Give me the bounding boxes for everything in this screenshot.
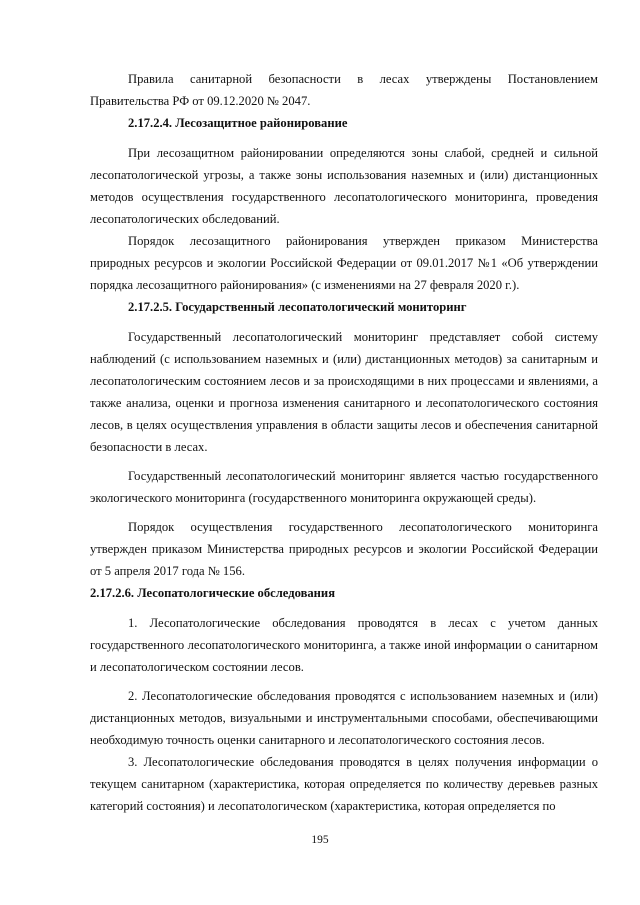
document-body (90, 68, 598, 817)
paragraph: Порядок осуществления государственного лесопатологического мониторинга утвержден приказом Министерства природных ресурсов и экологии Российской Федерации от 5 апреля 2017 года № 156. (90, 520, 598, 578)
paragraph: Порядок лесозащитного районирования утвержден приказом Министерства природных ресурсов и экологии Российской Федерации от 09.01.2017 №1 «Об утверждении порядка лесозащитного районирования» (с изменениями на 27 февраля 2020 г.). (90, 234, 598, 292)
section-heading: 2.17.2.4. Лесозащитное районирование (128, 116, 348, 130)
paragraph: Государственный лесопатологический мониторинг представляет собой систему наблюдений (с использованием наземных и (или) дистанционных методов) за санитарным и лесопатологическим состоянием лесов и за происходящими в них процессами и явлениями, а также анализа, оценки и прогноза изменения санитарного и лесопатологического состояния лесов, в целях осуществления управления в области защиты лесов и обеспечения санитарной безопасности в лесах. (90, 330, 598, 454)
paragraph: При лесозащитном районировании определяются зоны слабой, средней и сильной лесопатологической угрозы, а также зоны использования наземных и (или) дистанционных методов осуществления государственного лесопатологического мониторинга, проведения лесопатологических обследований. (90, 146, 598, 226)
paragraph: 1. Лесопатологические обследования проводятся в лесах с учетом данных государственного лесопатологического мониторинга, а также иной информации о санитарном и лесопатологическом состоянии лесов. (90, 616, 598, 674)
page-number: 195 (311, 834, 329, 846)
paragraph: 2. Лесопатологические обследования проводятся с использованием наземных и (или) дистанционных методов, визуальными и инструментальными способами, обеспечивающими необходимую точность оценки санитарного и лесопатологического состояния лесов. (90, 689, 598, 747)
paragraph: Государственный лесопатологический мониторинг является частью государственного экологического мониторинга (государственного мониторинга окружающей среды). (90, 469, 598, 505)
section-heading: 2.17.2.6. Лесопатологические обследования (90, 586, 336, 600)
paragraph: 3. Лесопатологические обследования проводятся в целях получения информации о текущем санитарном (характеристика, которая определяется по количеству деревьев разных категорий состояния) и лесопатологическом (характеристика, которая определяется по (90, 755, 598, 813)
paragraph: Правила санитарной безопасности в лесах утверждены Постановлением Правительства РФ от 09.12.2020 № 2047. (90, 72, 598, 108)
section-heading: 2.17.2.5. Государственный лесопатологический мониторинг (128, 300, 467, 314)
